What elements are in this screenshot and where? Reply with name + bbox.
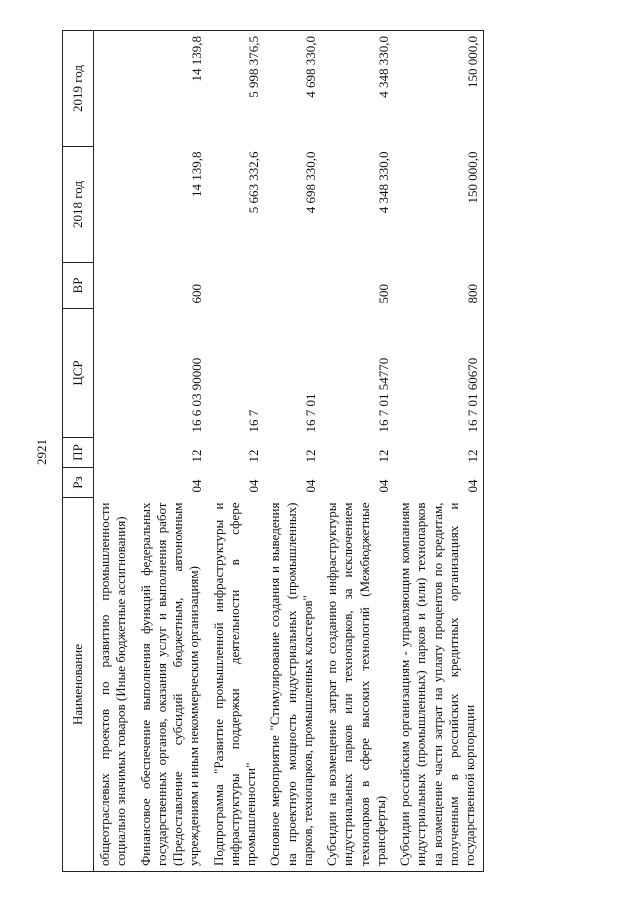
rotated-page-content (62, 31, 582, 872)
column-header-2019: 2019 год (63, 31, 94, 147)
table-row (321, 31, 394, 872)
table-row (94, 31, 135, 872)
table-row (394, 31, 484, 872)
row-vr: 500 (375, 284, 391, 304)
row-vr: 600 (189, 284, 205, 304)
table-header (63, 31, 94, 872)
row-name: Финансовое обеспечение выполнения функций федеральных государственных органов, оказания услуг и выполнения работ (Предоставление субсидий бюджетным, автономным учреждениям и иным некоммерческим организациям) (135, 498, 208, 872)
table-row (208, 31, 265, 872)
row-name: Субсидии российским организациям - управляющим компаниям индустриальных (промышленных) парков и (или) технопарков на возмещение части затрат на уплату процентов по кредитам, полученным в российских кредитных организациях и государственной корпорации (394, 498, 484, 872)
row-2018 (94, 147, 135, 263)
row-2019 (94, 31, 135, 147)
row-name: Основное мероприятие "Стимулирование создания и выведения на проектную мощность индустриальных (промышленных) парков, технопарков, промышленных кластеров" (264, 498, 321, 872)
row-csr: 16 7 01 54770 (375, 357, 391, 433)
row-rz: 04 (189, 479, 205, 493)
row-2018: 150 000,0 (394, 147, 484, 263)
row-pr: 12 (302, 449, 318, 463)
row-csr: 16 7 (246, 409, 261, 433)
row-vr: 800 (394, 263, 484, 309)
column-header-csr: ЦСР (63, 309, 94, 438)
row-vr (94, 263, 135, 309)
row-rz (94, 468, 135, 498)
column-header-name: Наименование (63, 498, 94, 872)
column-header-2018: 2018 год (63, 147, 94, 263)
row-2019: 4 348 330,0 (321, 31, 394, 147)
row-csr: 16 6 03 90000 (189, 357, 205, 433)
budget-table (62, 30, 484, 872)
row-name: общеотраслевых проектов по развитию промышленности социально значимых товаров (Иные бюджетные ассигнования) (94, 498, 135, 872)
row-2019: 4 698 330,0 (264, 31, 321, 147)
column-header-pr: ПР (63, 438, 94, 468)
row-rz: 04 (375, 479, 391, 493)
row-2019: 14 139,8 (135, 31, 208, 147)
row-pr: 12 (375, 449, 391, 463)
row-name: Субсидии на возмещение затрат по созданию инфраструктуры индустриальных парков или технопарков, за исключением технопарков в сфере высоких технологий (Межбюджетные трансферты) (321, 498, 394, 872)
table-row (264, 31, 321, 872)
row-2018: 5 663 332,6 (246, 151, 261, 214)
row-rz: 04 (246, 479, 261, 493)
row-pr: 12 (246, 449, 261, 463)
row-pr: 12 (189, 449, 205, 463)
row-rz: 04 (302, 479, 318, 493)
row-pr: 12 (394, 438, 484, 468)
row-2018: 14 139,8 (189, 151, 205, 197)
row-csr: 16 7 01 (302, 393, 318, 433)
row-vr (208, 263, 265, 309)
column-header-vr: ВР (63, 263, 94, 309)
row-csr: 16 7 01 60670 (394, 309, 484, 438)
page-number: 2921 (34, 439, 49, 465)
row-csr (94, 309, 135, 438)
column-header-rz: Рз (63, 468, 94, 498)
row-pr (94, 438, 135, 468)
row-2019: 5 998 376,5 (208, 31, 265, 147)
row-vr (264, 263, 321, 309)
table-row (135, 31, 208, 872)
row-name: Подпрограмма "Развитие промышленной инфраструктуры и инфраструктуры поддержки деятельности в сфере промышленности" (208, 498, 265, 872)
row-2018: 4 348 330,0 (375, 151, 391, 214)
row-2018: 4 698 330,0 (302, 151, 318, 214)
row-rz: 04 (394, 468, 484, 498)
row-2019: 150 000,0 (394, 31, 484, 147)
